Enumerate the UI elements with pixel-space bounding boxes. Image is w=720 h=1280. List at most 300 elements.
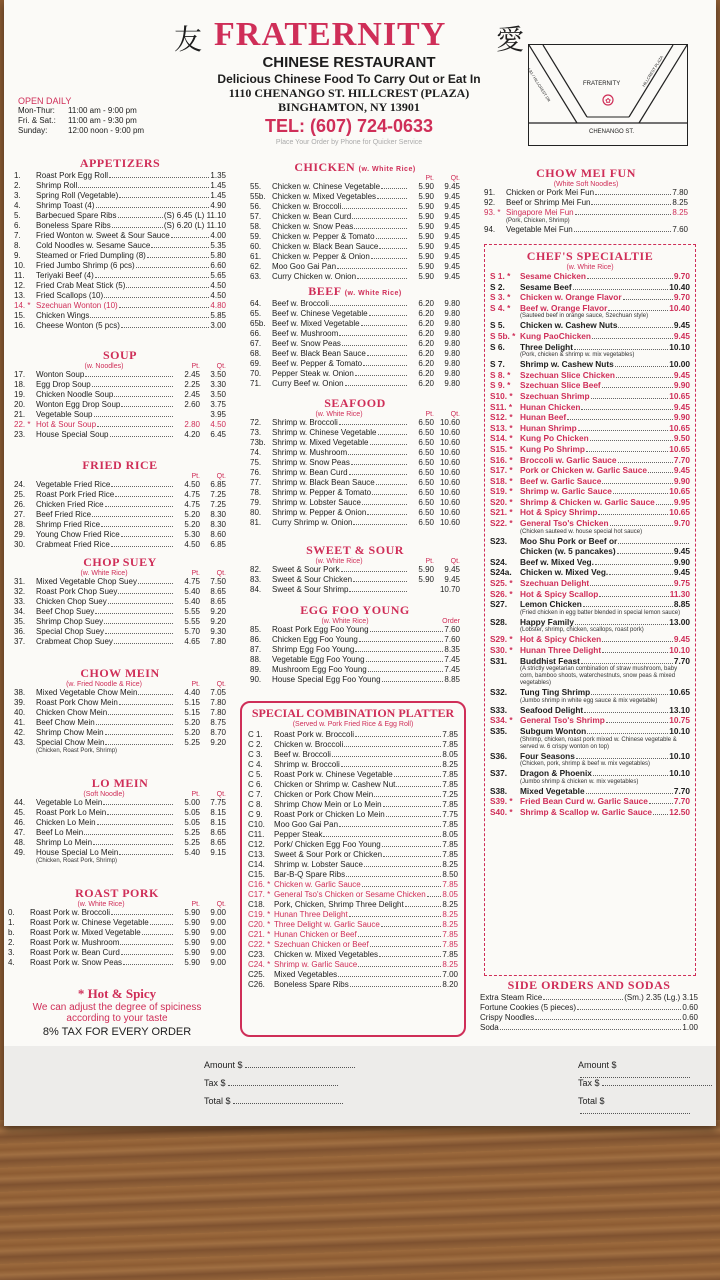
item-name: Chicken Chow Mein [36, 708, 108, 717]
item-name: Shrimp w. Black Bean Sauce [272, 478, 375, 487]
leader-dots [366, 661, 444, 662]
item-price-quart: 9.20 [210, 607, 226, 616]
menu-item [14, 420, 226, 430]
item-name: Sweet & Sour Pork [272, 565, 340, 574]
leader-dots [341, 766, 442, 767]
item-price: 8.05 [442, 750, 458, 759]
item-price: 7.60 [444, 635, 460, 644]
item-price-quart: 10.60 [439, 458, 460, 467]
wooden-table [0, 1120, 720, 1280]
menu-item [14, 607, 226, 617]
item-price: 9.70 [673, 292, 690, 303]
menu-item [490, 617, 690, 628]
leader-dots [330, 305, 407, 306]
menu-item [250, 448, 460, 458]
item-number: 1. [8, 918, 15, 927]
item-number: 46. [14, 818, 26, 827]
leader-dots [379, 248, 407, 249]
amount-label: Amount $ [578, 1060, 617, 1070]
item-price-quart: 8.65 [210, 838, 226, 847]
menu-item [490, 433, 690, 444]
menu-item [250, 212, 460, 222]
item-number: 60. [250, 242, 262, 251]
map-plaza-label: HILLCREST PLAZA [641, 54, 665, 88]
item-list [14, 370, 226, 440]
menu-item [14, 380, 226, 390]
item-name: Chicken or Shrimp w. Cashew Nut [274, 780, 396, 789]
item-name: Hunan Three Delight [520, 645, 602, 655]
item-price-pint: 5.55 [184, 617, 200, 626]
item-number: 66. [250, 329, 262, 338]
column-headers [250, 411, 460, 418]
item-name: Mixed Vegetable Chow Mein [36, 688, 138, 697]
col-header: Qt. [216, 791, 226, 798]
item-name: Roast Pork w. Mushroom [30, 938, 120, 947]
menu-item [490, 391, 690, 402]
item-number: 58. [250, 222, 262, 231]
menu-item [248, 950, 458, 960]
menu-item [14, 301, 226, 311]
leader-dots [591, 398, 669, 399]
total-line[interactable] [578, 1096, 716, 1116]
item-price-quart: 7.80 [210, 708, 226, 717]
amount-line[interactable] [204, 1060, 355, 1070]
item-price: 8.50 [442, 870, 458, 879]
item-name: Chicken w. Black Bean Sauce [272, 242, 379, 251]
leader-dots [595, 194, 671, 195]
item-price-quart: 9.80 [444, 299, 460, 308]
item-price: 8.25 [442, 960, 458, 969]
item-number: 92. [484, 198, 496, 207]
item-name: Roast Pork Egg Roll [36, 171, 109, 180]
menu-item [490, 423, 690, 434]
menu-item [14, 738, 226, 748]
item-name: Shrimp w. Garlic Sauce [520, 486, 612, 497]
leader-dots [535, 1019, 681, 1020]
phone-number[interactable]: TEL: (607) 724-0633 [264, 116, 434, 136]
item-price-quart: 9.20 [210, 738, 226, 747]
item-number: S 5. [490, 320, 505, 331]
section-note: (w. White Rice) [315, 558, 363, 565]
leader-dots [90, 317, 209, 318]
menu-item [490, 465, 690, 476]
item-name: House Special Egg Foo Young [272, 675, 381, 684]
item-number: 89. [250, 665, 262, 674]
leader-dots [138, 583, 173, 584]
item-price-pint: 6.20 [418, 329, 434, 338]
item-price: 8.05 [442, 890, 458, 899]
leader-dots [586, 793, 673, 794]
leader-dots [121, 536, 173, 537]
item-price-pint: 5.15 [184, 698, 200, 707]
item-name: Crabmeat Chop Suey [36, 637, 113, 646]
item-name: Fried Crab Meat Stick (5) [36, 281, 126, 290]
section-egg-foo-young [250, 603, 460, 685]
item-name: Beef Fried Rice [36, 510, 92, 519]
item-description: (Chicken, Roast Pork, Shrimp) [36, 748, 118, 754]
col-header: Qt. [216, 570, 226, 577]
item-name: Shrimp Egg Foo Young [272, 645, 355, 654]
leader-dots [593, 775, 668, 776]
section-title [250, 284, 460, 299]
leader-dots [617, 553, 673, 554]
leader-dots [114, 643, 173, 644]
item-price-quart: 8.75 [210, 718, 226, 727]
item-price-pint: 5.05 [184, 808, 200, 817]
item-number: 43. [14, 738, 26, 747]
item-price: 9.90 [673, 556, 690, 567]
item-price-quart: 9.80 [444, 339, 460, 348]
leader-dots [337, 268, 407, 269]
item-price-pint: 5.90 [418, 272, 434, 281]
leader-dots [613, 493, 668, 494]
item-price-quart: 8.60 [210, 530, 226, 539]
section-note: (Soft Noodle) [83, 791, 125, 798]
item-name: Shrimp w. Pepper & Tomato [272, 488, 372, 497]
leader-dots [126, 287, 209, 288]
leader-dots [584, 712, 668, 713]
item-name: Szechuan Slice Chicken [520, 369, 615, 380]
item-number: 62. [250, 262, 262, 271]
item-price-quart: 9.00 [210, 908, 226, 917]
leader-dots [348, 454, 407, 455]
item-price: 10.65 [669, 507, 690, 518]
menu-item [248, 730, 458, 740]
section-title-text: BEEF [308, 284, 342, 298]
menu-item [248, 770, 458, 780]
menu-item [14, 530, 226, 540]
menu-item [250, 329, 460, 339]
item-description: (Jumbo shrimp & chicken w. mix vegetables) [520, 778, 639, 785]
item-price: 10.65 [669, 687, 690, 698]
leader-dots [618, 543, 689, 544]
item-price: 11.30 [669, 588, 690, 599]
section-fried-rice [14, 458, 226, 550]
hours-row [18, 116, 144, 126]
item-name: Four Seasons [520, 750, 575, 761]
menu-item [250, 202, 460, 212]
item-name: Shrimp w. Snow Peas [272, 458, 350, 467]
menu-item [8, 918, 226, 928]
item-description: (Pork, chicken & shrimp w. mix vegetables) [520, 352, 635, 359]
section-lo-mein [14, 776, 226, 865]
menu-item [14, 171, 226, 181]
item-price: 9.95 [673, 496, 690, 507]
col-header: Pt. [425, 411, 434, 418]
amount-line[interactable] [578, 1060, 716, 1080]
leader-dots [105, 744, 173, 745]
item-name: Vegetable Lo Mein [36, 798, 103, 807]
leader-dots [377, 198, 407, 199]
menu-item [248, 940, 458, 950]
item-name: Roast Pork w. Chinese Vegetable [30, 918, 149, 927]
item-number: S10. * [490, 390, 513, 401]
leader-dots [574, 231, 672, 232]
item-price-pint: 6.50 [418, 428, 434, 437]
item-price-pint: 5.90 [184, 908, 200, 917]
item-description: (Sauteed beef in orange sauce, Szechuan style) [520, 313, 649, 320]
menu-item [490, 546, 690, 557]
item-price-pint: 6.20 [418, 359, 434, 368]
menu-item [250, 635, 460, 645]
item-name: Chicken Fried Rice [36, 500, 104, 509]
section-title: CHOW MEIN [80, 666, 160, 680]
leader-dots [382, 681, 444, 682]
section-title: FRIED RICE [82, 458, 158, 472]
item-number: C 7. [248, 790, 263, 799]
menu-item [250, 645, 460, 655]
menu-item [14, 231, 226, 241]
col-header: Pt. [425, 175, 434, 182]
item-price: 7.45 [444, 655, 460, 664]
leader-dots [357, 278, 407, 279]
leader-dots [96, 207, 210, 208]
item-number: 16. [14, 321, 26, 330]
item-name: Shrimp Toast (4) [36, 201, 95, 210]
item-price-pint: 6.20 [418, 339, 434, 348]
item-name: Chicken w. Broccoli [272, 202, 342, 211]
item-price-pint: 5.25 [184, 828, 200, 837]
leader-dots [602, 483, 673, 484]
leader-dots [608, 310, 668, 311]
item-name: Roast Pork Egg Foo Young [272, 625, 369, 634]
menu-item [250, 508, 460, 518]
item-name: Wonton Egg Drop Soup [36, 400, 121, 409]
leader-dots [394, 776, 442, 777]
column-headers [250, 618, 460, 625]
item-price-quart: 7.80 [210, 698, 226, 707]
leader-dots [598, 514, 668, 515]
menu-item [14, 540, 226, 550]
section-title: CHOW MEI FUN [536, 166, 636, 180]
item-number: 44. [14, 798, 26, 807]
item-name: Roast Pork Lo Mein [36, 808, 107, 817]
menu-item [14, 281, 226, 291]
item-price: 6.60 [210, 261, 226, 270]
menu-item [490, 578, 690, 589]
leader-dots [361, 325, 407, 326]
item-name: Roast Pork or Chicken Lo Mein [274, 810, 385, 819]
item-number: 23. [14, 430, 26, 439]
item-price-quart: 9.45 [444, 262, 460, 271]
item-name: Beef w. Garlic Sauce [520, 475, 602, 486]
item-number: 73. [250, 428, 262, 437]
item-number: 56. [250, 202, 262, 211]
menu-item [490, 687, 690, 698]
leader-dots [96, 724, 173, 725]
item-price-pint: 5.25 [184, 838, 200, 847]
item-name: Three Delight [520, 341, 574, 352]
item-price-pint: 5.90 [418, 212, 434, 221]
item-price: 4.80 [210, 301, 226, 310]
item-list [250, 625, 460, 685]
col-header: Qt. [216, 901, 226, 908]
menu-item [490, 656, 690, 667]
item-price: 7.70 [673, 796, 690, 807]
leader-dots [353, 581, 407, 582]
item-price: 3.00 [210, 321, 226, 330]
item-number: 30. [14, 540, 26, 549]
menu-item [250, 585, 460, 595]
item-name: Buddhist Feast [520, 655, 580, 666]
leader-dots [352, 218, 407, 219]
item-price: 9.45 [673, 465, 690, 476]
item-price-quart: 7.25 [210, 500, 226, 509]
item-name: Shrimp w. Lobster Sauce [272, 498, 361, 507]
item-price-pint: 4.75 [184, 490, 200, 499]
hot-spicy-note [8, 986, 226, 1038]
item-price: 13.00 [669, 616, 690, 627]
leader-dots [119, 854, 173, 855]
menu-item [250, 319, 460, 329]
item-name: Kung Po Chicken [520, 433, 589, 444]
item-name: Beef w. Chinese Vegetable [272, 309, 368, 318]
item-number: 27. [14, 510, 26, 519]
item-price-quart: 10.60 [439, 488, 460, 497]
item-name: Young Chow Fried Rice [36, 530, 120, 539]
item-price: 9.90 [673, 412, 690, 423]
item-number: C 2. [248, 740, 263, 749]
item-price-quart: 9.45 [444, 222, 460, 231]
menu-item [14, 510, 226, 520]
leader-dots [341, 571, 407, 572]
item-price-pint: 6.50 [418, 468, 434, 477]
tax-line[interactable] [204, 1078, 338, 1088]
section-title: SWEET & SOUR [306, 543, 404, 557]
item-number: 6. [14, 221, 21, 230]
menu-item [14, 520, 226, 530]
section-title: LO MEIN [91, 776, 149, 790]
leader-dots [378, 434, 407, 435]
menu-item [14, 291, 226, 301]
item-price: (S) 6.45 (L) 11.10 [163, 211, 226, 220]
leader-dots [339, 335, 407, 336]
item-price-pint: 5.40 [184, 587, 200, 596]
item-name: Roast Pork w. Broccoli [274, 730, 355, 739]
item-number: 88. [250, 655, 262, 664]
item-price-quart: 9.45 [444, 232, 460, 241]
item-number: 21. [14, 410, 26, 419]
item-price-quart: 9.00 [210, 928, 226, 937]
item-price: 9.90 [673, 475, 690, 486]
section-title: SIDE ORDERS AND SODAS [507, 978, 671, 992]
item-name: Hot & Spicy Shrimp [520, 507, 598, 518]
leader-dots [120, 944, 173, 945]
col-header: Qt. [450, 558, 460, 565]
item-price-pint: 2.25 [184, 380, 200, 389]
leader-dots [358, 966, 441, 967]
item-name: Beef w. Orange Flavor [520, 302, 608, 313]
item-name: Chicken w. Chinese Vegetable [272, 182, 381, 191]
item-name: Shrimp w. Bean Curd [272, 468, 348, 477]
item-number: S23. [490, 535, 508, 546]
item-name: Mixed Vegetable [520, 785, 585, 796]
svg-text:✿: ✿ [605, 98, 611, 105]
item-price: 7.85 [442, 940, 458, 949]
item-number: 68. [250, 349, 262, 358]
item-list [480, 993, 698, 1033]
item-price-quart: 10.60 [439, 428, 460, 437]
item-number: C14. [248, 860, 265, 869]
leader-dots [616, 377, 673, 378]
item-number: 82. [250, 565, 262, 574]
item-price-pint: 5.40 [184, 597, 200, 606]
leader-dots [111, 546, 173, 547]
item-number: S12. * [490, 412, 513, 423]
item-description: (A strictly vegetarian combination of straw mushroom, baby corn, bamboo shoots, waterchestnuts, snow peas & mixed vegetables) [520, 666, 678, 687]
leader-dots [123, 964, 173, 965]
menu-item [250, 359, 460, 369]
section-chicken [250, 160, 460, 282]
leader-dots [118, 593, 173, 594]
menu-item [490, 370, 690, 381]
menu-item [14, 698, 226, 708]
item-number: S 3. * [490, 292, 511, 303]
item-name: Beef Lo Mein [36, 828, 84, 837]
item-number: S35. [490, 725, 508, 736]
item-number: 55b. [250, 192, 266, 201]
menu-sheet [4, 0, 716, 1126]
item-name: Shrimp w. Garlic Sauce [274, 960, 358, 969]
tax-line[interactable] [578, 1078, 712, 1088]
leader-dots [656, 504, 673, 505]
item-name: Curry Shrimp w. Onion [272, 518, 353, 527]
item-name: Subgum Wonton [520, 725, 587, 736]
item-name: Cold Noodles w. Sesame Sauce [36, 241, 151, 250]
menu-item [14, 400, 226, 410]
item-price-quart: 9.00 [210, 958, 226, 967]
menu-item [250, 369, 460, 379]
item-number: 79. [250, 498, 262, 507]
section-note: (w. White Rice) [321, 618, 369, 625]
item-price-quart: 10.60 [439, 468, 460, 477]
leader-dots [575, 624, 668, 625]
item-name: Hunan Three Delight [274, 910, 348, 919]
item-number: 2. [14, 181, 21, 190]
item-price: 7.45 [444, 665, 460, 674]
item-price-pint: 5.30 [184, 530, 200, 539]
item-price: 7.85 [442, 840, 458, 849]
menu-item [14, 808, 226, 818]
leader-dots [119, 704, 173, 705]
item-price-quart: 10.60 [439, 518, 460, 527]
item-name: Crispy Noodles [480, 1013, 535, 1022]
leader-dots [105, 506, 173, 507]
menu-item [490, 271, 690, 282]
item-number: C21. * [248, 930, 271, 939]
menu-item [490, 342, 690, 353]
item-name: Hunan Shrimp [520, 422, 577, 433]
menu-item [14, 261, 226, 271]
leader-dots [138, 694, 173, 695]
item-price: 4.50 [210, 281, 226, 290]
item-name: Roast Pork w. Chinese Vegetable [274, 770, 393, 779]
item-name: Lemon Chicken [520, 599, 582, 610]
leader-dots [587, 278, 673, 279]
leader-dots [578, 430, 669, 431]
tax-note: 8% TAX FOR EVERY ORDER [42, 1026, 192, 1038]
item-number: 25. [14, 490, 26, 499]
leader-dots [577, 1009, 681, 1010]
total-line[interactable] [204, 1096, 343, 1106]
item-name: Shrimp & Chicken w. Garlic Sauce [520, 496, 655, 507]
item-name: Shrimp & Scallop w. Garlic Sauce [520, 806, 653, 817]
menu-item [248, 930, 458, 940]
section-roast-pork [8, 886, 226, 968]
leader-dots [78, 187, 209, 188]
hours-time: 11:00 am - 9:00 pm [68, 106, 137, 115]
item-number: 31. [14, 577, 26, 586]
